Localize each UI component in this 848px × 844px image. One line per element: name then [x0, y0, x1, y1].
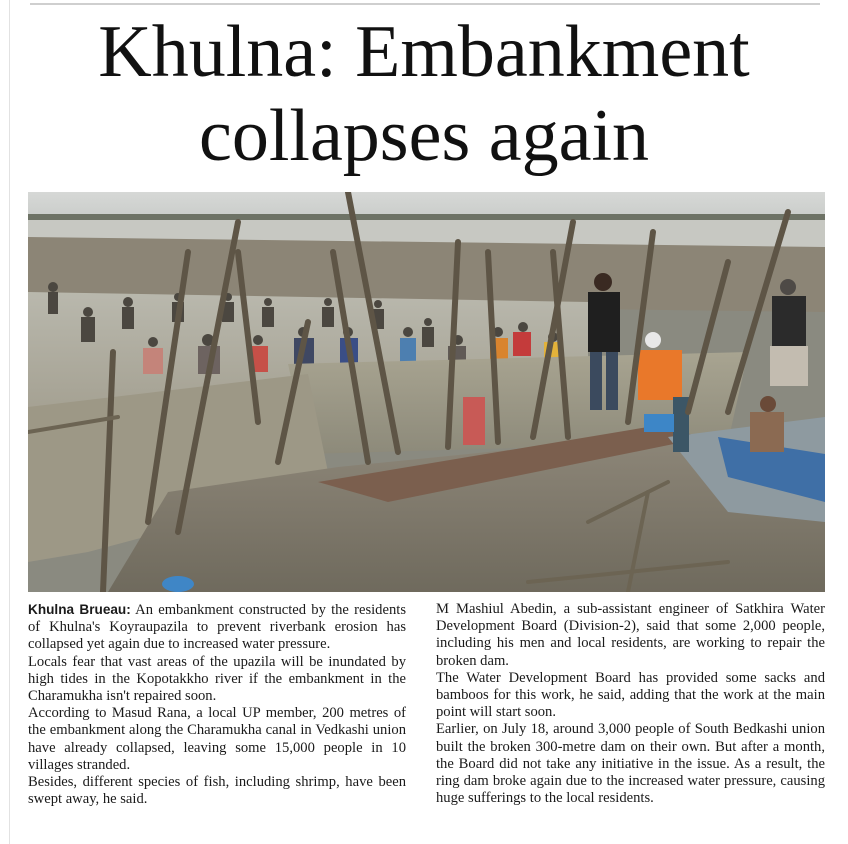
paragraph-3: According to Masud Rana, a local UP member, 200 metres of the embankment along the Charamukha canal in Vedkashi union have already collapsed, leaving some 15,000 people in 10 villages stranded.	[28, 705, 406, 773]
top-rule	[30, 3, 820, 5]
paragraph-text: An embankment constructed by the residents of Khulna's Koyraupazila to prevent riverbank erosion has collapsed yet again due to increased water pressure.	[28, 602, 406, 653]
article-column-left	[28, 601, 406, 808]
news-photo	[28, 192, 825, 592]
paragraph-4: Besides, different species of fish, including shrimp, have been swept away, he said.	[28, 774, 406, 808]
paragraph-1	[28, 601, 406, 654]
article-column-right	[436, 601, 825, 807]
paragraph-5: M Mashiul Abedin, a sub-assistant engineer of Satkhira Water Development Board (Division-2), said that some 2,000 people, including his men and local residents, are working to repair the broken dam.	[436, 601, 825, 669]
byline: Khulna Brueau:	[28, 602, 131, 617]
headline: Khulna: Embankment collapses again	[98, 11, 750, 177]
paragraph-2: Locals fear that vast areas of the upazila will be inundated by high tides in the Kopotakkho river if the embankment in the Charamukha isn't repaired soon.	[28, 653, 406, 705]
photo-of-collapsed-embankment	[28, 192, 825, 592]
paragraph-6: The Water Development Board has provided some sacks and bamboos for this work, he said, adding that the work at the main point will start soon.	[436, 669, 825, 721]
paragraph-7: Earlier, on July 18, around 3,000 people of South Bedkashi union built the broken 300-metre dam on their own. But after a month, the Board did not take any initiative in the issue. As a result, the ring dam broke again due to the increased water pressure, causing huge sufferings to the local residents.	[436, 721, 825, 807]
